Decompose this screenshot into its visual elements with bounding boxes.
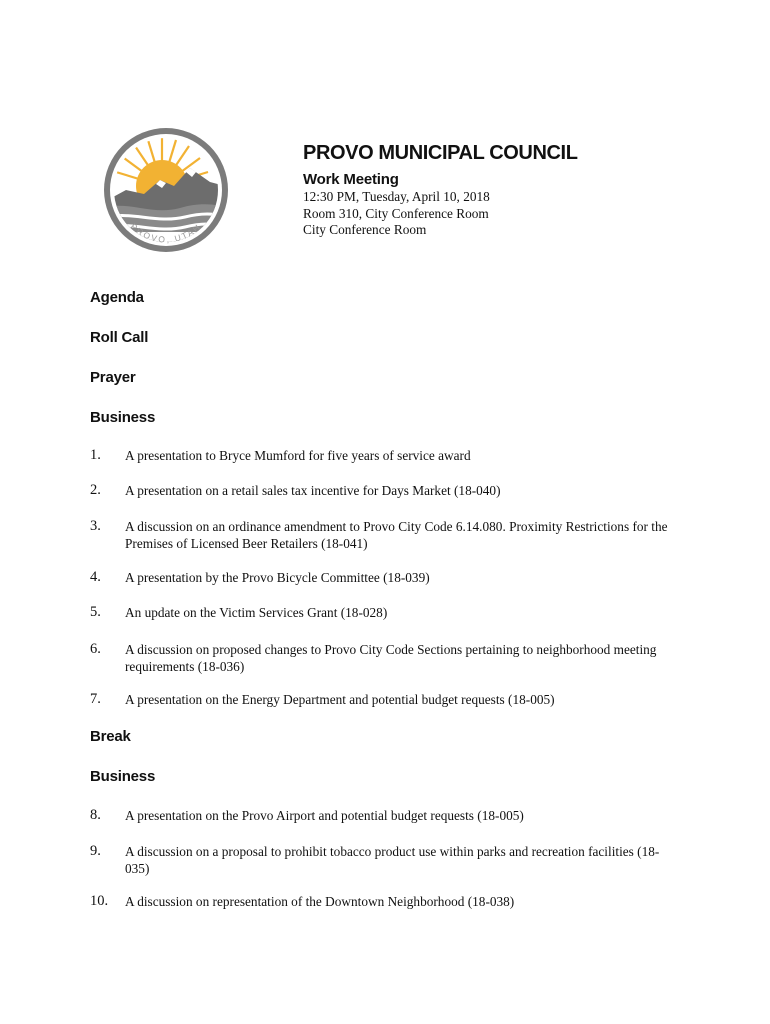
item-text: A discussion on representation of the Downtown Neighborhood (18-038) bbox=[125, 894, 515, 909]
meeting-location-secondary: City Conference Room bbox=[303, 222, 427, 237]
heading-prayer: Prayer bbox=[90, 369, 136, 386]
item-number: 7. bbox=[90, 691, 101, 707]
item-text: A presentation on a retail sales tax incentive for Days Market (18-040) bbox=[125, 483, 501, 498]
item-text: A presentation on the Provo Airport and potential budget requests (18-005) bbox=[125, 808, 524, 823]
item-number: 2. bbox=[90, 482, 101, 498]
heading-business-2: Business bbox=[90, 768, 156, 785]
heading-business: Business bbox=[90, 409, 156, 426]
item-text: An update on the Victim Services Grant (18-028) bbox=[125, 605, 388, 620]
item-text: A discussion on proposed changes to Provo City Code Sections pertaining to neighborhood meeting requirements (18-036) bbox=[125, 642, 657, 674]
heading-agenda: Agenda bbox=[90, 289, 144, 306]
item-text: A presentation to Bryce Mumford for five years of service award bbox=[125, 448, 471, 463]
council-title: PROVO MUNICIPAL COUNCIL bbox=[303, 142, 578, 164]
item-number: 10. bbox=[90, 893, 109, 909]
item-text: A presentation on the Energy Department and potential budget requests (18-005) bbox=[125, 692, 555, 707]
item-number: 8. bbox=[90, 807, 101, 823]
item-text: A discussion on an ordinance amendment to Provo City Code 6.14.080. Proximity Restrictions for the Premises of Licensed Beer Retailers (18-041) bbox=[125, 519, 668, 551]
item-number: 3. bbox=[90, 518, 101, 534]
item-number: 1. bbox=[90, 447, 101, 463]
meeting-header bbox=[303, 141, 578, 239]
heading-roll-call: Roll Call bbox=[90, 329, 149, 346]
item-number: 6. bbox=[90, 641, 101, 657]
meeting-location: Room 310, City Conference Room bbox=[303, 205, 489, 221]
item-number: 4. bbox=[90, 569, 101, 585]
item-text: A discussion on a proposal to prohibit tobacco product use within parks and recreation facilities (18-035) bbox=[125, 844, 660, 876]
logo-text: PROVO, UTAH bbox=[128, 221, 204, 245]
provo-utah-logo bbox=[100, 124, 232, 256]
heading-break: Break bbox=[90, 728, 131, 745]
item-text: A presentation by the Provo Bicycle Committee (18-039) bbox=[125, 570, 430, 585]
meeting-datetime: 12:30 PM, Tuesday, April 10, 2018 bbox=[303, 189, 490, 204]
meeting-type: Work Meeting bbox=[303, 171, 399, 188]
item-number: 9. bbox=[90, 843, 101, 859]
item-number: 5. bbox=[90, 604, 101, 620]
